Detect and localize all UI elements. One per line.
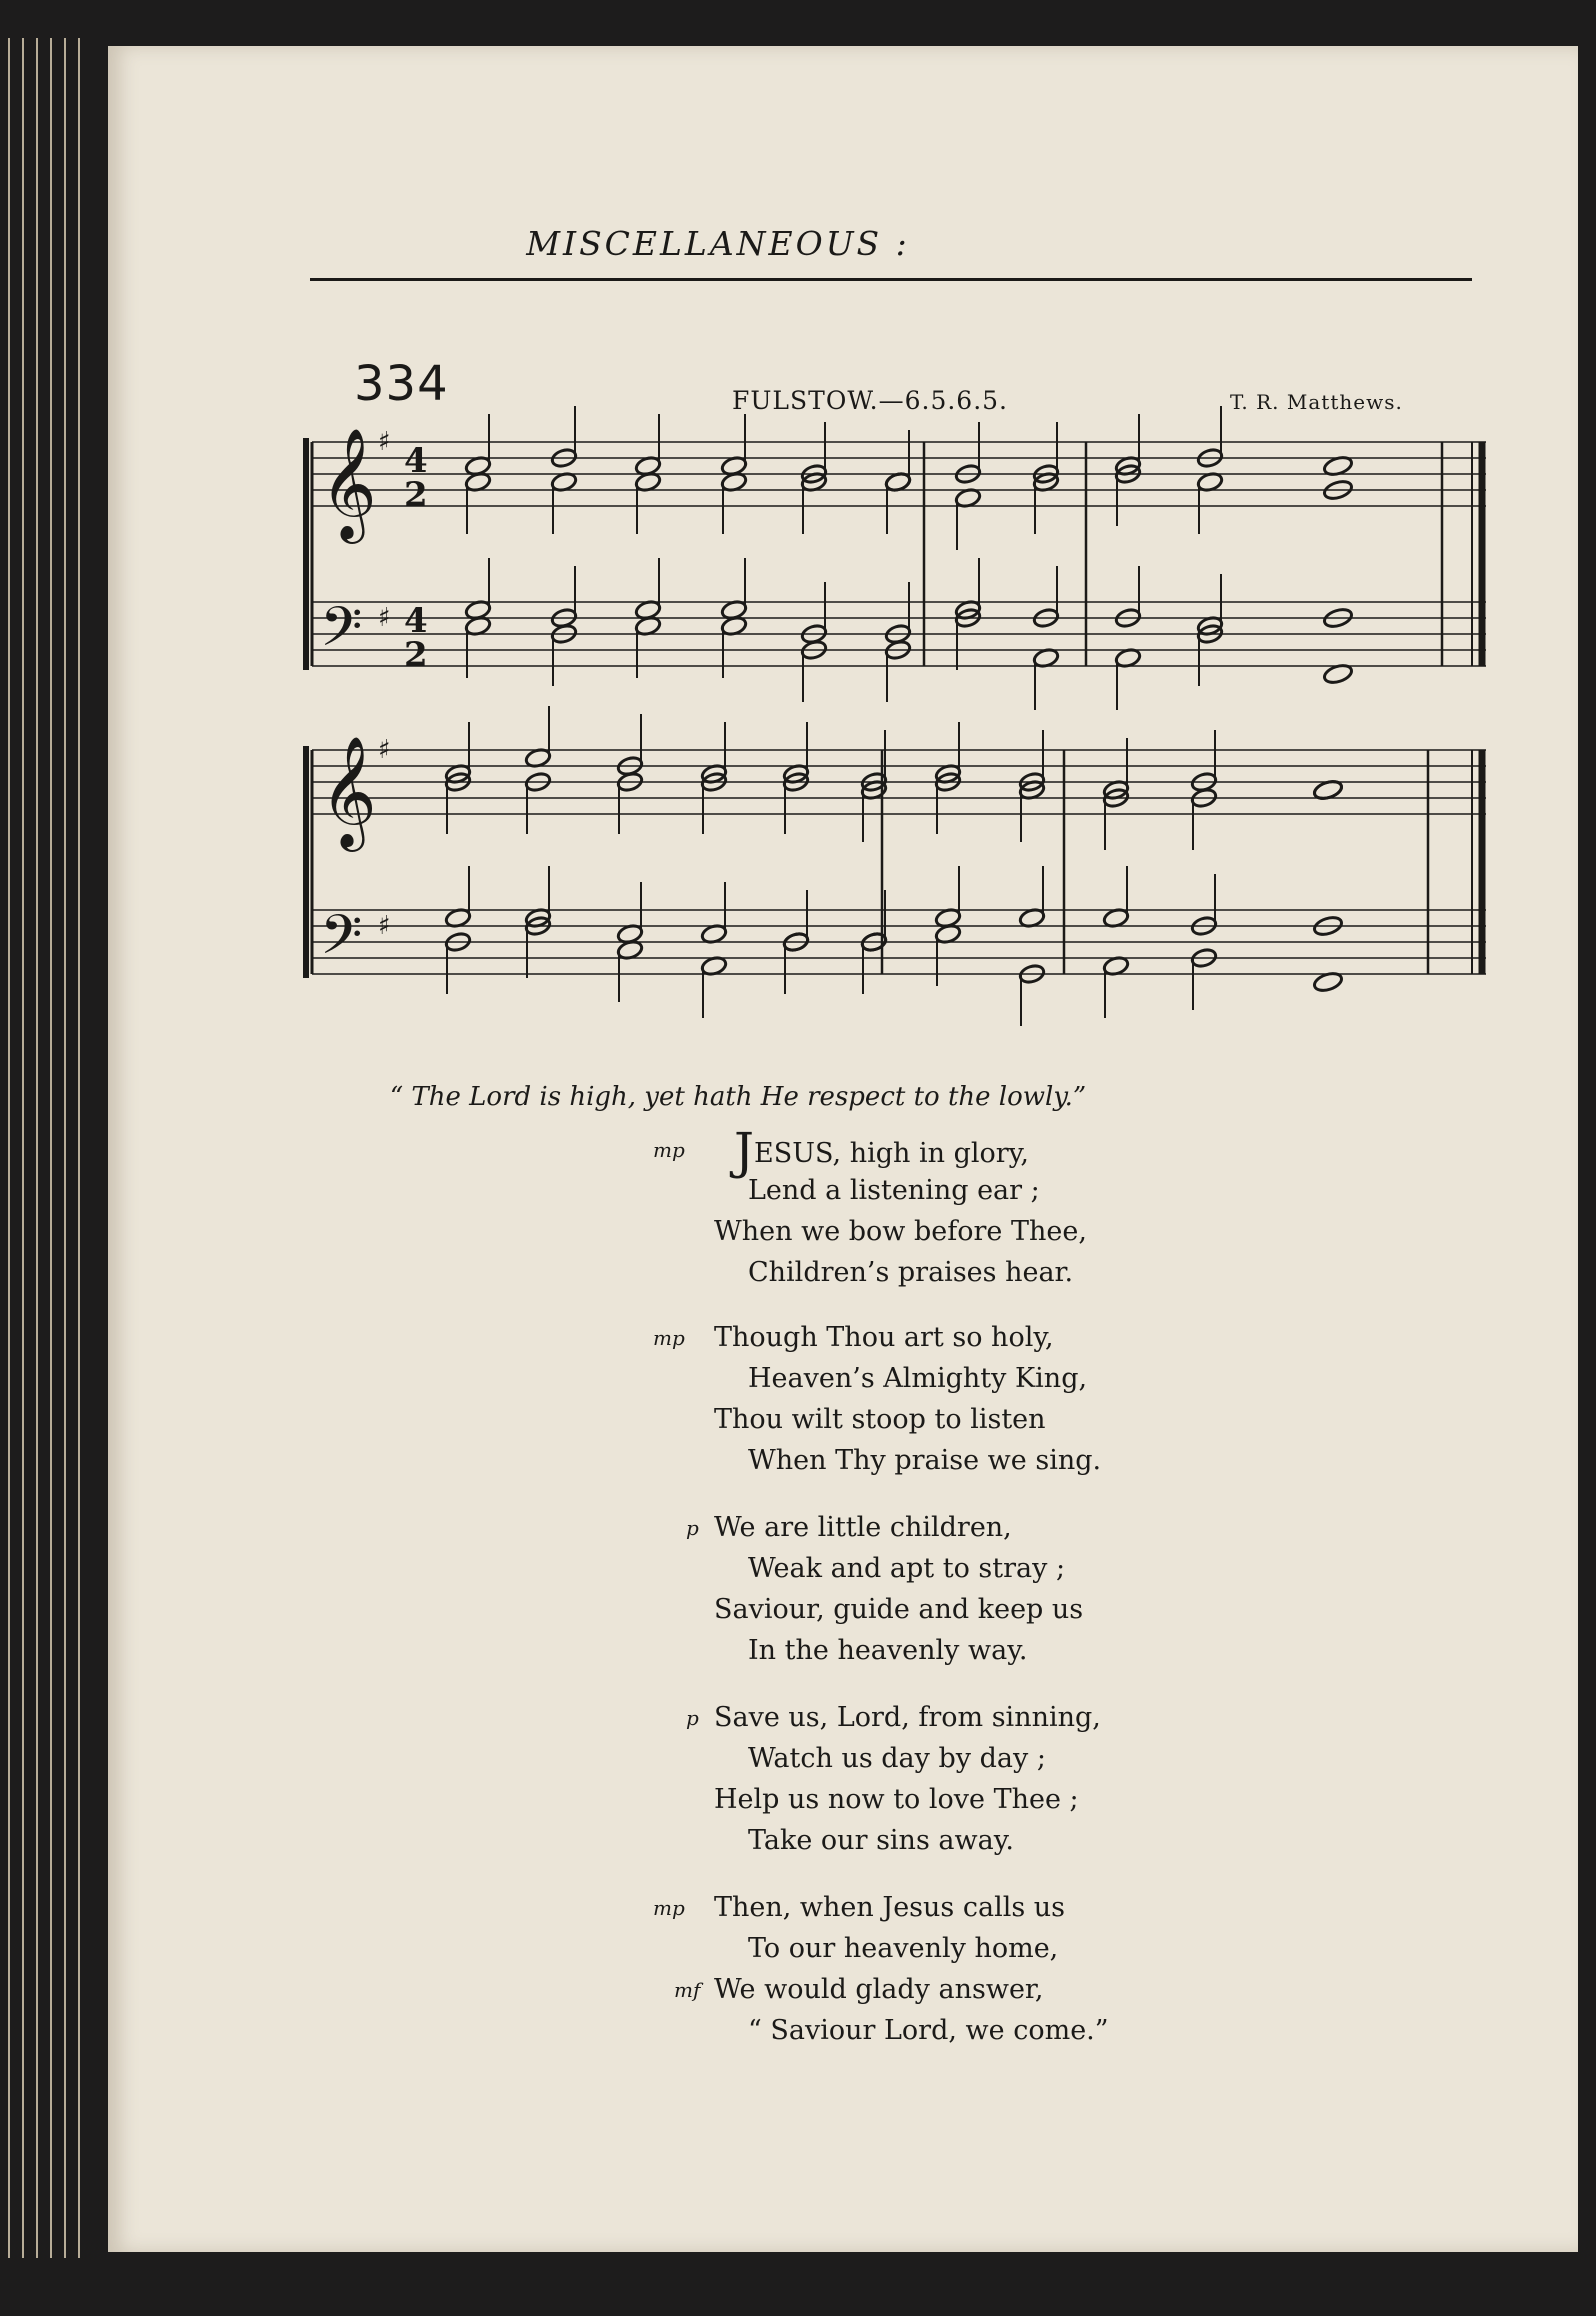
stanza-line [734, 1122, 1029, 1180]
book-page [108, 46, 1578, 2252]
epigraph: “ The Lord is high, yet hath He respect to the lowly.” [389, 1082, 1087, 1112]
time-signature-top: 4 [404, 441, 428, 481]
stanza-line: When we bow before Thee, [714, 1216, 1087, 1247]
stanza-line: When Thy praise we sing. [748, 1445, 1102, 1476]
dynamic-marking: p [686, 1706, 699, 1730]
sharp-icon: ♯ [378, 603, 391, 633]
sharp-icon: ♯ [378, 911, 391, 941]
treble-clef-icon: 𝄞 [320, 735, 377, 847]
stanza-line: We are little children, [714, 1512, 1012, 1543]
sharp-icon: ♯ [378, 427, 391, 457]
stanza-line: Weak and apt to stray ; [748, 1553, 1066, 1584]
dynamic-marking: mp [653, 1326, 685, 1350]
drop-cap: J [734, 1122, 755, 1180]
header-rule [310, 278, 1472, 281]
stanza-line: Lend a listening ear ; [748, 1175, 1040, 1206]
bass-clef-icon: 𝄢 [320, 595, 363, 672]
stanza-line: Saviour, guide and keep us [714, 1594, 1084, 1625]
music-system-1 [298, 392, 1508, 722]
stanza-line: Watch us day by day ; [748, 1743, 1046, 1774]
stanza-line: Save us, Lord, from sinning, [714, 1702, 1101, 1733]
stanza-line: Thou wilt stoop to listen [714, 1404, 1046, 1435]
stanza-line-text: ESUS, high in glory, [754, 1138, 1029, 1169]
tune-name: FULSTOW.—6.5.6.5. [732, 386, 1008, 415]
treble-clef-icon: 𝄞 [320, 427, 377, 539]
stanza-line: Though Thou art so holy, [714, 1322, 1054, 1353]
stanza-line: We would glady answer, [714, 1974, 1044, 2005]
music-system-2 [298, 700, 1508, 1030]
hymn-number: 334 [354, 356, 449, 412]
page-edges [0, 38, 120, 2258]
composer: T. R. Matthews. [1230, 390, 1403, 414]
dynamic-marking: p [686, 1516, 699, 1540]
time-signature-top: 4 [404, 601, 428, 641]
sharp-icon: ♯ [378, 735, 391, 765]
time-signature-bottom: 2 [404, 475, 428, 515]
stanza-line: Heaven’s Almighty King, [748, 1363, 1088, 1394]
stanza-line: In the heavenly way. [748, 1635, 1028, 1666]
stanza-line: Then, when Jesus calls us [714, 1892, 1066, 1923]
stanza-line: Children’s praises hear. [748, 1257, 1074, 1288]
bass-clef-icon: 𝄢 [320, 903, 363, 980]
stanza-line: Take our sins away. [748, 1825, 1014, 1856]
dynamic-marking: mp [653, 1138, 685, 1162]
time-signature-bottom: 2 [404, 635, 428, 675]
dynamic-marking: mp [653, 1896, 685, 1920]
stanza-line: To our heavenly home, [748, 1933, 1059, 1964]
running-header: MISCELLANEOUS : [526, 224, 910, 263]
dynamic-marking: mf [674, 1978, 701, 2002]
stanza-line: Help us now to love Thee ; [714, 1784, 1079, 1815]
stanza-line: “ Saviour Lord, we come.” [748, 2015, 1109, 2046]
